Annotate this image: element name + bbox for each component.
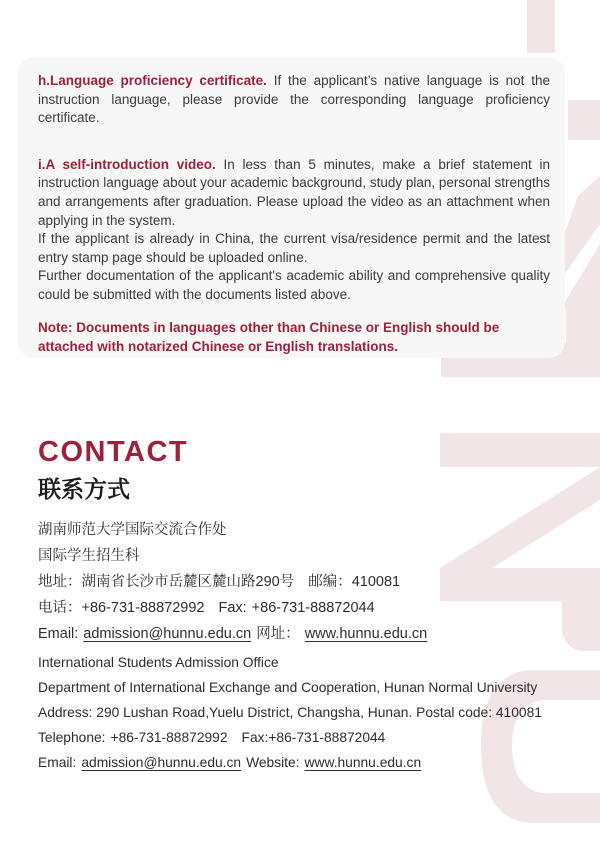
en-address-line: Address: 290 Lushan Road,Yuelu District, Changsha, Hunan. Postal code: 410081: [38, 705, 542, 720]
zh-address-label: 地址：: [38, 574, 82, 590]
paragraph-language-certificate: [38, 72, 550, 128]
en-fax-value: +86-731-88872044: [268, 730, 386, 745]
zh-fax-label: Fax:: [218, 600, 247, 616]
requirements-card: [18, 57, 565, 358]
zh-website-label: 网址：: [256, 626, 300, 642]
en-organization-line2: Department of International Exchange and Cooperation, Hunan Normal University: [38, 680, 538, 695]
en-phone-value: +86-731-88872992: [110, 730, 228, 745]
contact-section: [38, 437, 583, 775]
zh-website-link[interactable]: www.hunnu.edu.cn: [304, 626, 428, 642]
en-website-link[interactable]: www.hunnu.edu.cn: [304, 755, 422, 770]
zh-fax-value: +86-731-88872044: [251, 600, 375, 616]
contact-heading-zh: 联系方式: [38, 476, 130, 502]
zh-postcode-label: 邮编：: [308, 574, 352, 590]
en-email-line: [38, 750, 583, 775]
zh-organization-line2: 国际学生招生科: [38, 548, 140, 564]
paragraph-intro-video: [38, 156, 550, 230]
en-email-label: Email:: [38, 755, 77, 770]
item-h-lead: h.Language proficiency certificate.: [38, 73, 267, 88]
zh-email-label: Email:: [38, 626, 79, 642]
en-email-link[interactable]: admission@hunnu.edu.cn: [81, 755, 242, 770]
zh-email-line: [38, 621, 583, 647]
contact-block-zh: [38, 517, 583, 647]
zh-phone-value: +86-731-88872992: [81, 600, 205, 616]
item-h-body: If the applicant’s native language is not the instruction language, please provide the corresponding language proficiency certificate.: [38, 73, 551, 126]
en-phone-label: Telephone:: [38, 730, 106, 745]
en-organization-line1: International Students Admission Office: [38, 655, 279, 670]
zh-postcode-value: 410081: [351, 574, 401, 590]
contact-block-en: [38, 650, 583, 775]
zh-email-link[interactable]: admission@hunnu.edu.cn: [83, 626, 252, 642]
zh-phone-line: [38, 595, 583, 621]
zh-organization-line1: 湖南师范大学国际交流合作处: [38, 522, 227, 538]
item-i-body: In less than 5 minutes, make a brief statement in instruction language about your academic background, study plan, personal strengths and arrangements after graduation. Please upload the video as an attachment when applying in the system.: [38, 156, 550, 228]
item-i-lead: i.A self-introduction video.: [38, 156, 216, 172]
en-fax-label: Fax:: [241, 730, 269, 745]
paragraph-further-documentation: Further documentation of the applicant's academic ability and comprehensive quality could be submitted with the documents listed above.: [38, 268, 550, 302]
watermark-bar-top: [527, 0, 555, 53]
en-phone-line: [38, 725, 583, 750]
paragraph-visa-permit: If the applicant is already in China, the current visa/residence permit and the latest entry stamp page should be uploaded online.: [38, 231, 550, 265]
note-translations: Note: Documents in languages other than Chinese or English should be attached with notarized Chinese or English translations.: [38, 319, 500, 354]
watermark-bar-edge: [568, 100, 600, 140]
zh-phone-label: 电话：: [38, 600, 82, 616]
contact-heading-en: CONTACT: [38, 436, 189, 468]
en-website-label: Website:: [246, 755, 300, 770]
zh-address-value: 湖南省长沙市岳麓区麓山路290号: [81, 574, 295, 590]
zh-address-line: [38, 569, 583, 595]
